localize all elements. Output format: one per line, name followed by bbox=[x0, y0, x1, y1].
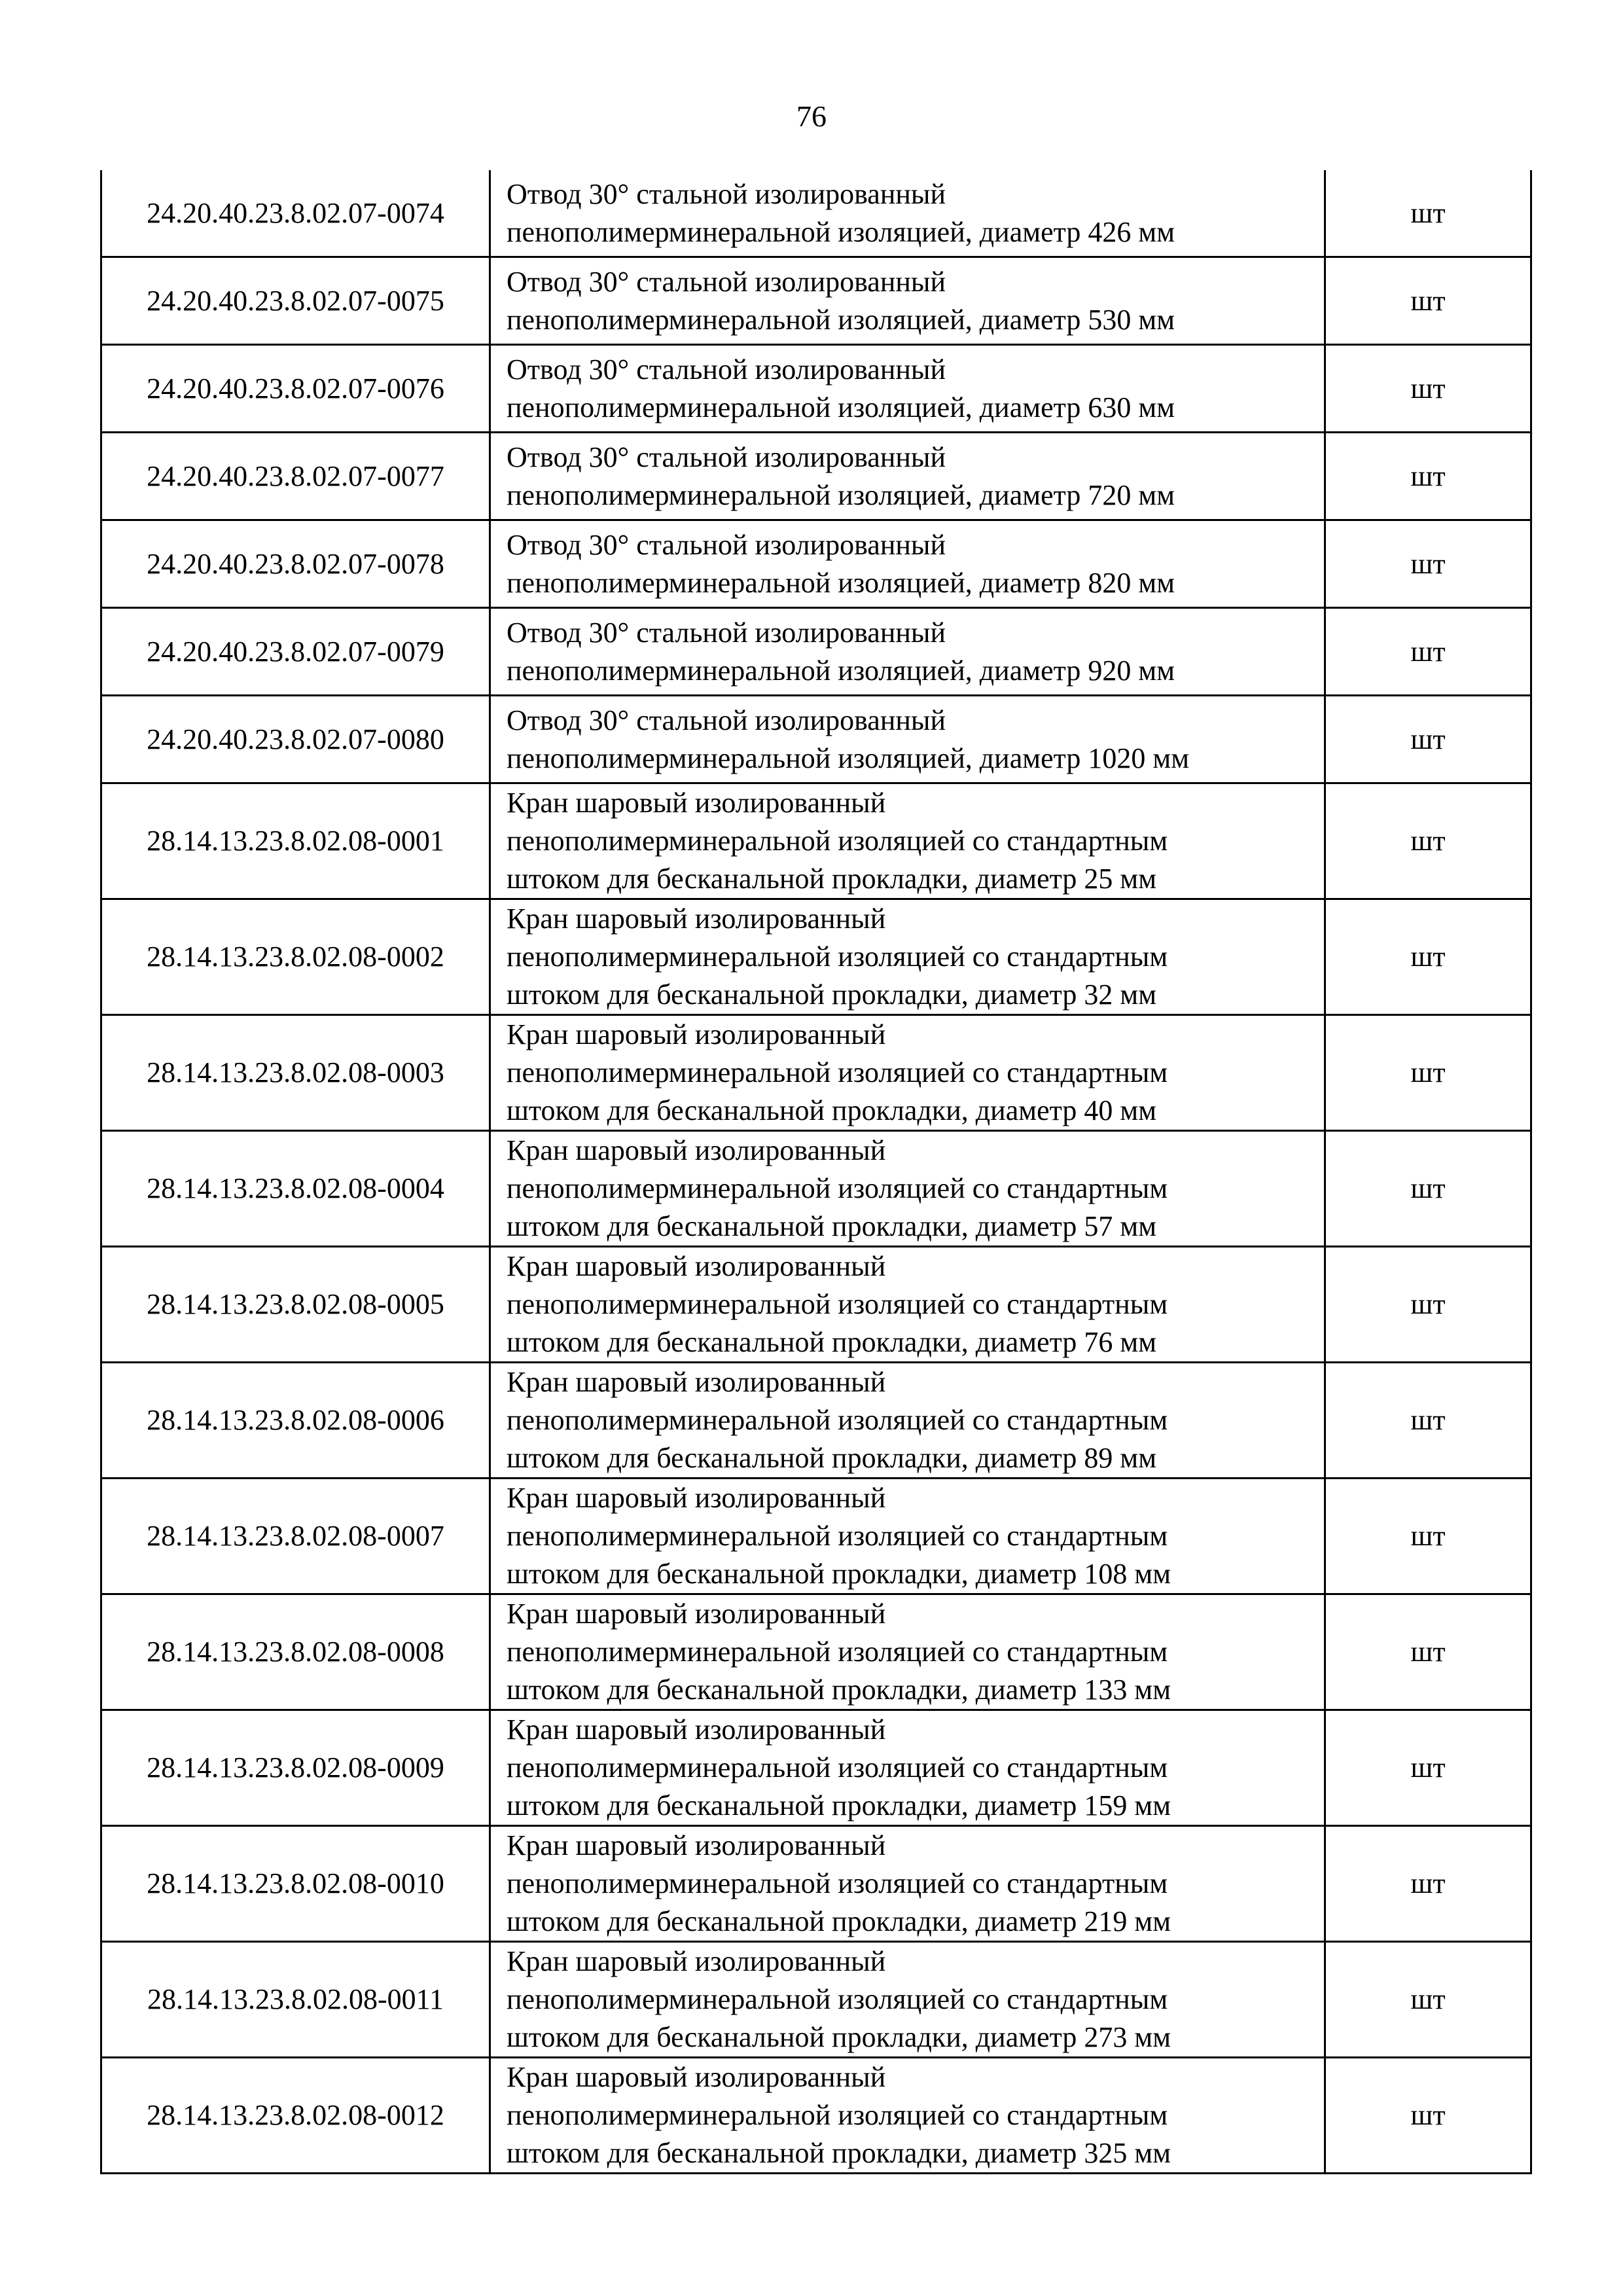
table-row bbox=[101, 345, 1531, 433]
resource-name bbox=[490, 1131, 1325, 1247]
resource-name-line: Отвод 30° стальной изолированный bbox=[507, 265, 946, 298]
table-body bbox=[101, 170, 1531, 2174]
resource-code: 28.14.13.23.8.02.08-0010 bbox=[101, 1826, 490, 1942]
resource-name-line: штоком для бесканальной прокладки, диаметр 40 мм bbox=[507, 1094, 1157, 1126]
unit-of-measure: шт bbox=[1325, 1131, 1531, 1247]
table-row bbox=[101, 1479, 1531, 1594]
resource-name bbox=[490, 170, 1325, 257]
resource-name-line: штоком для бесканальной прокладки, диаметр 133 мм bbox=[507, 1674, 1171, 1706]
resource-name bbox=[490, 1826, 1325, 1942]
table-row bbox=[101, 433, 1531, 520]
resource-name-line: штоком для бесканальной прокладки, диаметр 108 мм bbox=[507, 1558, 1171, 1590]
unit-of-measure: шт bbox=[1325, 1594, 1531, 1710]
resource-name-line: Кран шаровый изолированный bbox=[507, 1945, 886, 1977]
table-row bbox=[101, 1247, 1531, 1363]
resource-name-line: Отвод 30° стальной изолированный bbox=[507, 704, 946, 736]
resource-code: 28.14.13.23.8.02.08-0009 bbox=[101, 1710, 490, 1826]
resource-name-line: Отвод 30° стальной изолированный bbox=[507, 177, 946, 210]
unit-of-measure: шт bbox=[1325, 696, 1531, 783]
table-row bbox=[101, 1015, 1531, 1131]
resource-code: 24.20.40.23.8.02.07-0074 bbox=[101, 170, 490, 257]
resource-name-line: пенополимерминеральной изоляцией со стандартным bbox=[507, 1983, 1168, 2015]
resource-code: 28.14.13.23.8.02.08-0005 bbox=[101, 1247, 490, 1363]
resource-name bbox=[490, 1710, 1325, 1826]
unit-of-measure: шт bbox=[1325, 1247, 1531, 1363]
resource-name-line: штоком для бесканальной прокладки, диаметр 57 мм bbox=[507, 1210, 1157, 1242]
resource-name-line: Кран шаровый изолированный bbox=[507, 2061, 886, 2093]
resource-name bbox=[490, 345, 1325, 433]
table-row bbox=[101, 1594, 1531, 1710]
table-row bbox=[101, 1131, 1531, 1247]
resource-name bbox=[490, 1942, 1325, 2058]
resource-code: 24.20.40.23.8.02.07-0078 bbox=[101, 520, 490, 608]
resource-name-line: штоком для бесканальной прокладки, диаметр 159 мм bbox=[507, 1789, 1171, 1821]
table-row bbox=[101, 899, 1531, 1015]
resource-name bbox=[490, 257, 1325, 345]
table-row bbox=[101, 696, 1531, 783]
resource-name-line: пенополимерминеральной изоляцией, диаметр 1020 мм bbox=[507, 742, 1190, 774]
resource-name-line: Кран шаровый изолированный bbox=[507, 1482, 886, 1514]
resource-name bbox=[490, 783, 1325, 899]
resource-name bbox=[490, 520, 1325, 608]
table-row bbox=[101, 1710, 1531, 1826]
resource-name-line: штоком для бесканальной прокладки, диаметр 273 мм bbox=[507, 2021, 1171, 2053]
table-row bbox=[101, 1363, 1531, 1479]
resource-name-line: штоком для бесканальной прокладки, диаметр 76 мм bbox=[507, 1326, 1157, 1358]
unit-of-measure: шт bbox=[1325, 257, 1531, 345]
resource-code: 24.20.40.23.8.02.07-0075 bbox=[101, 257, 490, 345]
resource-name-line: пенополимерминеральной изоляцией, диаметр 920 мм bbox=[507, 654, 1175, 687]
resource-name-line: Отвод 30° стальной изолированный bbox=[507, 440, 946, 473]
resource-name-line: пенополимерминеральной изоляцией со стандартным bbox=[507, 1751, 1168, 1784]
unit-of-measure: шт bbox=[1325, 1710, 1531, 1826]
resource-code: 28.14.13.23.8.02.08-0007 bbox=[101, 1479, 490, 1594]
resource-table bbox=[100, 170, 1532, 2174]
unit-of-measure: шт bbox=[1325, 1942, 1531, 2058]
resource-code: 28.14.13.23.8.02.08-0004 bbox=[101, 1131, 490, 1247]
resource-name-line: пенополимерминеральной изоляцией со стандартным bbox=[507, 1867, 1168, 1899]
resource-name-line: пенополимерминеральной изоляцией, диаметр 720 мм bbox=[507, 478, 1175, 511]
resource-name-line: Кран шаровый изолированный bbox=[507, 1018, 886, 1050]
resource-name-line: штоком для бесканальной прокладки, диаметр 89 мм bbox=[507, 1442, 1157, 1474]
table-row bbox=[101, 257, 1531, 345]
resource-name bbox=[490, 899, 1325, 1015]
resource-name-line: Отвод 30° стальной изолированный bbox=[507, 353, 946, 386]
resource-name-line: Кран шаровый изолированный bbox=[507, 1713, 886, 1746]
resource-name bbox=[490, 1247, 1325, 1363]
resource-code: 24.20.40.23.8.02.07-0076 bbox=[101, 345, 490, 433]
resource-name-line: пенополимерминеральной изоляцией со стандартным bbox=[507, 941, 1168, 973]
resource-code: 28.14.13.23.8.02.08-0006 bbox=[101, 1363, 490, 1479]
resource-name bbox=[490, 696, 1325, 783]
resource-name bbox=[490, 1363, 1325, 1479]
table-row bbox=[101, 608, 1531, 696]
resource-name-line: пенополимерминеральной изоляцией со стандартным bbox=[507, 1288, 1168, 1320]
resource-code: 24.20.40.23.8.02.07-0080 bbox=[101, 696, 490, 783]
resource-code: 24.20.40.23.8.02.07-0077 bbox=[101, 433, 490, 520]
resource-name bbox=[490, 1594, 1325, 1710]
resource-code: 28.14.13.23.8.02.08-0012 bbox=[101, 2058, 490, 2174]
resource-name-line: Кран шаровый изолированный bbox=[507, 1598, 886, 1630]
resource-name-line: пенополимерминеральной изоляцией, диаметр 426 мм bbox=[507, 215, 1175, 248]
table-row bbox=[101, 170, 1531, 257]
resource-name-line: штоком для бесканальной прокладки, диаметр 219 мм bbox=[507, 1905, 1171, 1937]
resource-name-line: пенополимерминеральной изоляцией со стандартным bbox=[507, 1056, 1168, 1088]
resource-name bbox=[490, 2058, 1325, 2174]
unit-of-measure: шт bbox=[1325, 2058, 1531, 2174]
unit-of-measure: шт bbox=[1325, 899, 1531, 1015]
resource-name-line: Кран шаровый изолированный bbox=[507, 1134, 886, 1166]
resource-name-line: пенополимерминеральной изоляцией со стандартным bbox=[507, 1172, 1168, 1204]
unit-of-measure: шт bbox=[1325, 345, 1531, 433]
table-row bbox=[101, 783, 1531, 899]
resource-name-line: пенополимерминеральной изоляцией со стандартным bbox=[507, 2099, 1168, 2131]
unit-of-measure: шт bbox=[1325, 783, 1531, 899]
resource-code: 28.14.13.23.8.02.08-0002 bbox=[101, 899, 490, 1015]
resource-name-line: пенополимерминеральной изоляцией со стандартным bbox=[507, 1636, 1168, 1668]
resource-name bbox=[490, 1479, 1325, 1594]
resource-name bbox=[490, 433, 1325, 520]
unit-of-measure: шт bbox=[1325, 433, 1531, 520]
resource-code: 28.14.13.23.8.02.08-0003 bbox=[101, 1015, 490, 1131]
resource-name-line: пенополимерминеральной изоляцией со стандартным bbox=[507, 1520, 1168, 1552]
table-row bbox=[101, 1826, 1531, 1942]
resource-name-line: штоком для бесканальной прокладки, диаметр 32 мм bbox=[507, 978, 1157, 1011]
unit-of-measure: шт bbox=[1325, 608, 1531, 696]
resource-name-line: Кран шаровый изолированный bbox=[507, 787, 886, 819]
resource-name bbox=[490, 1015, 1325, 1131]
resource-code: 28.14.13.23.8.02.08-0011 bbox=[101, 1942, 490, 2058]
resource-name-line: пенополимерминеральной изоляцией, диаметр 820 мм bbox=[507, 566, 1175, 599]
resource-name-line: пенополимерминеральной изоляцией, диаметр 630 мм bbox=[507, 391, 1175, 423]
page-number: 76 bbox=[796, 99, 827, 133]
resource-name-line: Отвод 30° стальной изолированный bbox=[507, 528, 946, 561]
resource-name-line: Кран шаровый изолированный bbox=[507, 1829, 886, 1861]
resource-name-line: Кран шаровый изолированный bbox=[507, 903, 886, 935]
unit-of-measure: шт bbox=[1325, 520, 1531, 608]
table-row bbox=[101, 2058, 1531, 2174]
resource-name-line: пенополимерминеральной изоляцией со стандартным bbox=[507, 825, 1168, 857]
resource-code: 24.20.40.23.8.02.07-0079 bbox=[101, 608, 490, 696]
resource-name-line: пенополимерминеральной изоляцией, диаметр 530 мм bbox=[507, 303, 1175, 336]
resource-name-line: штоком для бесканальной прокладки, диаметр 325 мм bbox=[507, 2137, 1171, 2169]
unit-of-measure: шт bbox=[1325, 1015, 1531, 1131]
unit-of-measure: шт bbox=[1325, 1826, 1531, 1942]
table-row bbox=[101, 520, 1531, 608]
resource-name-line: Кран шаровый изолированный bbox=[507, 1366, 886, 1398]
resource-name-line: Кран шаровый изолированный bbox=[507, 1250, 886, 1282]
unit-of-measure: шт bbox=[1325, 1363, 1531, 1479]
resource-code: 28.14.13.23.8.02.08-0008 bbox=[101, 1594, 490, 1710]
unit-of-measure: шт bbox=[1325, 1479, 1531, 1594]
unit-of-measure: шт bbox=[1325, 170, 1531, 257]
resource-code: 28.14.13.23.8.02.08-0001 bbox=[101, 783, 490, 899]
table-row bbox=[101, 1942, 1531, 2058]
resource-name-line: Отвод 30° стальной изолированный bbox=[507, 616, 946, 649]
resource-name-line: пенополимерминеральной изоляцией со стандартным bbox=[507, 1404, 1168, 1436]
resource-name-line: штоком для бесканальной прокладки, диаметр 25 мм bbox=[507, 863, 1157, 895]
resource-name bbox=[490, 608, 1325, 696]
